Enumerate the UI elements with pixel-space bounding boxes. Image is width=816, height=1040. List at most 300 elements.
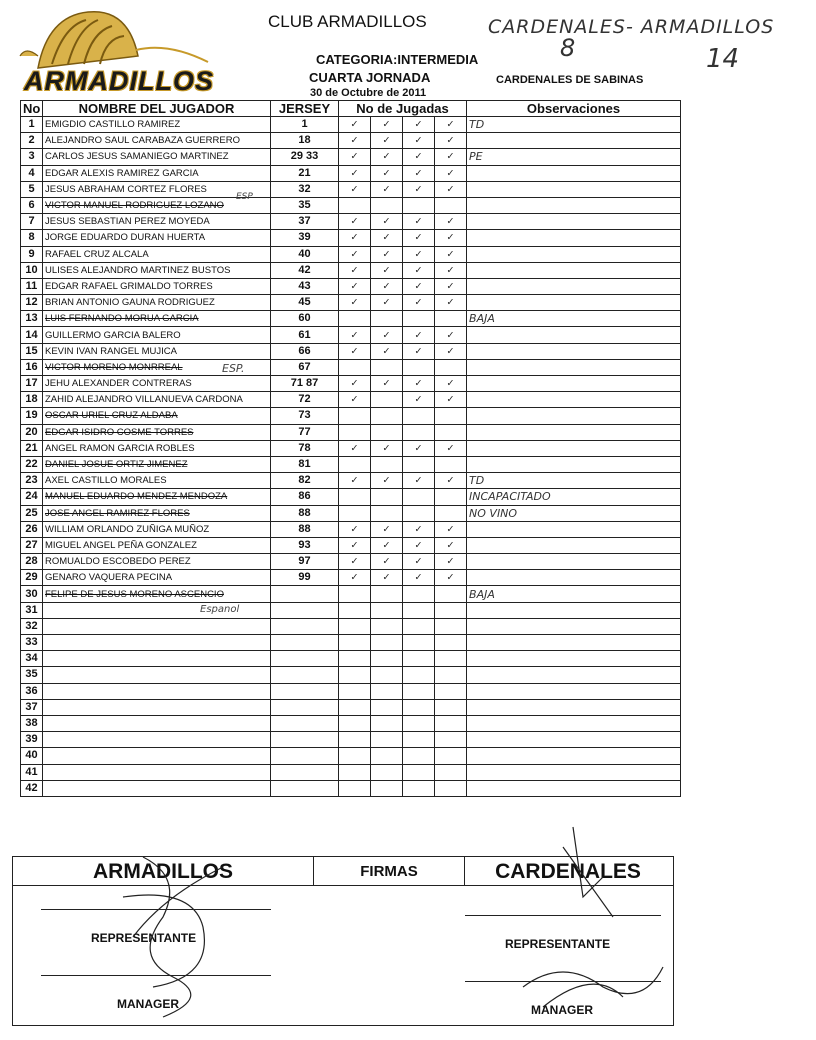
play-mark: [339, 715, 371, 731]
play-mark: [403, 667, 435, 683]
score-armadillos: 14: [706, 44, 740, 74]
player-jersey: [271, 732, 339, 748]
player-name: ALEJANDRO SAUL CARABAZA GUERRERO: [43, 133, 271, 149]
play-mark: [371, 764, 403, 780]
table-row: [21, 181, 681, 197]
row-number: 15: [21, 343, 43, 359]
play-mark: [403, 602, 435, 618]
play-mark: [339, 635, 371, 651]
player-name: [43, 764, 271, 780]
play-mark: [403, 699, 435, 715]
table-row: [21, 732, 681, 748]
row-number: 13: [21, 311, 43, 327]
play-mark: ✓: [339, 295, 371, 311]
play-mark: [403, 618, 435, 634]
table-row: [21, 197, 681, 213]
opponent-name: CARDENALES DE SABINAS: [496, 74, 644, 86]
player-observation: [467, 667, 681, 683]
player-jersey: 88: [271, 505, 339, 521]
player-jersey: 81: [271, 456, 339, 472]
player-jersey: 99: [271, 570, 339, 586]
row-number: 6: [21, 197, 43, 213]
row-number: 38: [21, 715, 43, 731]
player-jersey: 37: [271, 214, 339, 230]
player-name: [43, 715, 271, 731]
table-row: [21, 748, 681, 764]
play-mark: [339, 764, 371, 780]
player-jersey: 29 33: [271, 149, 339, 165]
player-name: ULISES ALEJANDRO MARTINEZ BUSTOS: [43, 262, 271, 278]
play-mark: ✓: [403, 117, 435, 133]
play-mark: [339, 408, 371, 424]
table-row: [21, 327, 681, 343]
play-mark: ✓: [371, 295, 403, 311]
play-mark: ✓: [435, 537, 467, 553]
player-jersey: [271, 667, 339, 683]
play-mark: [435, 699, 467, 715]
table-row: [21, 764, 681, 780]
play-mark: [339, 424, 371, 440]
play-mark: ✓: [435, 295, 467, 311]
play-mark: [339, 683, 371, 699]
play-mark: [339, 667, 371, 683]
play-mark: [403, 456, 435, 472]
play-mark: ✓: [339, 262, 371, 278]
player-name: ZAHID ALEJANDRO VILLANUEVA CARDONA: [43, 392, 271, 408]
table-row: [21, 392, 681, 408]
table-row: [21, 230, 681, 246]
play-mark: [371, 311, 403, 327]
row-number: 42: [21, 780, 43, 796]
play-mark: ✓: [371, 537, 403, 553]
play-mark: ✓: [339, 473, 371, 489]
table-row: [21, 489, 681, 505]
table-row: [21, 473, 681, 489]
row-number: 39: [21, 732, 43, 748]
row-number: 33: [21, 635, 43, 651]
play-mark: ✓: [403, 327, 435, 343]
play-mark: ✓: [403, 343, 435, 359]
play-mark: [403, 311, 435, 327]
player-jersey: 73: [271, 408, 339, 424]
play-mark: ✓: [371, 214, 403, 230]
row-number: 17: [21, 376, 43, 392]
table-row: [21, 635, 681, 651]
col-no: No: [21, 101, 43, 117]
player-name: EMIGDIO CASTILLO RAMIREZ: [43, 117, 271, 133]
play-mark: ✓: [371, 554, 403, 570]
row-number: 7: [21, 214, 43, 230]
row-number: 20: [21, 424, 43, 440]
play-mark: ✓: [371, 521, 403, 537]
play-mark: ✓: [371, 246, 403, 262]
play-mark: [403, 359, 435, 375]
player-jersey: 86: [271, 489, 339, 505]
play-mark: ✓: [403, 133, 435, 149]
play-mark: ✓: [403, 295, 435, 311]
player-observation: [467, 440, 681, 456]
player-name: [43, 683, 271, 699]
player-jersey: 78: [271, 440, 339, 456]
table-row: [21, 537, 681, 553]
player-jersey: 60: [271, 311, 339, 327]
player-jersey: [271, 699, 339, 715]
player-jersey: 82: [271, 473, 339, 489]
player-observation: [467, 732, 681, 748]
player-jersey: [271, 635, 339, 651]
player-observation: [467, 359, 681, 375]
play-mark: ✓: [339, 376, 371, 392]
player-observation: [467, 214, 681, 230]
row-number: 34: [21, 651, 43, 667]
away-team-header: CARDENALES: [463, 857, 673, 886]
table-row: [21, 554, 681, 570]
player-observation: [467, 408, 681, 424]
player-observation: [467, 376, 681, 392]
row-number: 36: [21, 683, 43, 699]
player-name: MANUEL EDUARDO MENDEZ MENDOZA: [43, 489, 271, 505]
table-row: [21, 149, 681, 165]
table-row: [21, 667, 681, 683]
table-row: [21, 683, 681, 699]
row-number: 30: [21, 586, 43, 602]
play-mark: ✓: [371, 230, 403, 246]
player-name: FELIPE DE JESUS MORENO ASCENCIO: [43, 586, 271, 602]
player-name: [43, 651, 271, 667]
table-row: [21, 262, 681, 278]
play-mark: ✓: [435, 554, 467, 570]
table-row: [21, 602, 681, 618]
play-mark: ✓: [435, 278, 467, 294]
player-observation: TD: [467, 117, 681, 133]
play-mark: ✓: [435, 327, 467, 343]
play-mark: [403, 764, 435, 780]
row-number: 22: [21, 456, 43, 472]
play-mark: [339, 732, 371, 748]
table-row: [21, 343, 681, 359]
play-mark: [371, 667, 403, 683]
player-name: [43, 667, 271, 683]
play-mark: [435, 424, 467, 440]
player-observation: [467, 764, 681, 780]
player-name: VICTOR MANUEL RODRIGUEZ LOZANO: [43, 197, 271, 213]
play-mark: [371, 651, 403, 667]
play-mark: [435, 715, 467, 731]
player-jersey: 66: [271, 343, 339, 359]
player-jersey: 67: [271, 359, 339, 375]
row-number: 26: [21, 521, 43, 537]
player-jersey: 71 87: [271, 376, 339, 392]
player-name: [43, 618, 271, 634]
player-observation: [467, 133, 681, 149]
player-observation: BAJA: [467, 311, 681, 327]
player-observation: [467, 715, 681, 731]
row-number: 21: [21, 440, 43, 456]
row-number: 9: [21, 246, 43, 262]
play-mark: ✓: [435, 246, 467, 262]
play-mark: [339, 359, 371, 375]
play-mark: ✓: [403, 473, 435, 489]
player-jersey: [271, 748, 339, 764]
row-number: 2: [21, 133, 43, 149]
play-mark: ✓: [435, 181, 467, 197]
table-row: [21, 359, 681, 375]
row-number: 8: [21, 230, 43, 246]
table-row: [21, 780, 681, 796]
side-note-esp2: ESP.: [222, 362, 245, 375]
handwritten-matchup: CARDENALES- ARMADILLOS: [488, 16, 775, 38]
play-mark: ✓: [403, 246, 435, 262]
row-number: 24: [21, 489, 43, 505]
table-row: [21, 117, 681, 133]
player-name: AXEL CASTILLO MORALES: [43, 473, 271, 489]
player-observation: [467, 295, 681, 311]
play-mark: ✓: [435, 214, 467, 230]
play-mark: ✓: [435, 343, 467, 359]
player-name: [43, 699, 271, 715]
play-mark: ✓: [339, 230, 371, 246]
play-mark: [435, 780, 467, 796]
play-mark: ✓: [371, 570, 403, 586]
row-number: 27: [21, 537, 43, 553]
play-mark: ✓: [339, 149, 371, 165]
player-observation: [467, 618, 681, 634]
table-row: [21, 376, 681, 392]
player-name: RAFAEL CRUZ ALCALA: [43, 246, 271, 262]
play-mark: [435, 311, 467, 327]
play-mark: ✓: [339, 133, 371, 149]
play-mark: [403, 505, 435, 521]
home-rep-label: REPRESENTANTE: [91, 931, 197, 945]
club-logo: [18, 6, 218, 98]
player-name: OSCAR URIEL CRUZ ALDABA: [43, 408, 271, 424]
play-mark: [371, 392, 403, 408]
table-row: [21, 295, 681, 311]
roster-table: [20, 100, 681, 797]
table-row: [21, 456, 681, 472]
player-jersey: 61: [271, 327, 339, 343]
player-observation: [467, 165, 681, 181]
play-mark: ✓: [339, 440, 371, 456]
play-mark: ✓: [339, 181, 371, 197]
play-mark: ✓: [403, 262, 435, 278]
play-mark: [371, 618, 403, 634]
col-observations: Observaciones: [467, 101, 681, 117]
home-team-header: ARMADILLOS: [13, 857, 313, 886]
play-mark: ✓: [371, 327, 403, 343]
play-mark: ✓: [339, 570, 371, 586]
play-mark: [371, 699, 403, 715]
player-jersey: [271, 780, 339, 796]
play-mark: [371, 683, 403, 699]
player-observation: [467, 424, 681, 440]
table-row: [21, 505, 681, 521]
table-row: [21, 408, 681, 424]
player-observation: [467, 456, 681, 472]
play-mark: ✓: [339, 117, 371, 133]
player-observation: [467, 651, 681, 667]
player-jersey: 72: [271, 392, 339, 408]
play-mark: [403, 408, 435, 424]
play-mark: ✓: [403, 376, 435, 392]
play-mark: ✓: [403, 165, 435, 181]
player-name: GENARO VAQUERA PECINA: [43, 570, 271, 586]
play-mark: ✓: [339, 246, 371, 262]
table-row: [21, 586, 681, 602]
table-header-row: [21, 101, 681, 117]
play-mark: ✓: [339, 165, 371, 181]
play-mark: ✓: [403, 570, 435, 586]
row-number: 35: [21, 667, 43, 683]
play-mark: [435, 408, 467, 424]
row-number: 10: [21, 262, 43, 278]
away-signature-scribble: [503, 817, 673, 1017]
game-date: 30 de Octubre de 2011: [310, 87, 427, 99]
table-row: [21, 214, 681, 230]
play-mark: [435, 456, 467, 472]
play-mark: [339, 505, 371, 521]
player-observation: [467, 683, 681, 699]
table-row: [21, 699, 681, 715]
table-row: [21, 651, 681, 667]
table-row: [21, 440, 681, 456]
row-number: 32: [21, 618, 43, 634]
player-jersey: [271, 764, 339, 780]
table-row: [21, 618, 681, 634]
play-mark: [403, 489, 435, 505]
player-observation: [467, 392, 681, 408]
play-mark: [371, 197, 403, 213]
player-name: ROMUALDO ESCOBEDO PEREZ: [43, 554, 271, 570]
play-mark: [371, 732, 403, 748]
play-mark: ✓: [403, 537, 435, 553]
play-mark: ✓: [435, 521, 467, 537]
play-mark: [435, 651, 467, 667]
play-mark: ✓: [435, 133, 467, 149]
play-mark: ✓: [403, 181, 435, 197]
row-number: 11: [21, 278, 43, 294]
logo-text: ARMADILLOS: [24, 66, 214, 96]
play-mark: ✓: [435, 165, 467, 181]
play-mark: [403, 424, 435, 440]
play-mark: [339, 748, 371, 764]
away-rep-label: REPRESENTANTE: [505, 937, 611, 951]
play-mark: ✓: [403, 392, 435, 408]
play-mark: ✓: [371, 262, 403, 278]
play-mark: ✓: [371, 376, 403, 392]
play-mark: [435, 618, 467, 634]
play-mark: [403, 197, 435, 213]
play-mark: ✓: [435, 230, 467, 246]
player-name: GUILLERMO GARCIA BALERO: [43, 327, 271, 343]
play-mark: [403, 715, 435, 731]
play-mark: [435, 505, 467, 521]
player-observation: [467, 570, 681, 586]
player-jersey: 35: [271, 197, 339, 213]
play-mark: ✓: [435, 262, 467, 278]
player-name: [43, 748, 271, 764]
play-mark: ✓: [371, 149, 403, 165]
play-mark: [403, 732, 435, 748]
play-mark: ✓: [403, 149, 435, 165]
player-name: VICTOR MORENO MONRREAL: [43, 359, 271, 375]
player-name: KEVIN IVAN RANGEL MUJICA: [43, 343, 271, 359]
play-mark: [435, 602, 467, 618]
player-jersey: 40: [271, 246, 339, 262]
row-number: 41: [21, 764, 43, 780]
play-mark: [371, 780, 403, 796]
play-mark: ✓: [403, 214, 435, 230]
player-observation: [467, 780, 681, 796]
player-observation: [467, 748, 681, 764]
player-jersey: 32: [271, 181, 339, 197]
play-mark: ✓: [371, 133, 403, 149]
player-jersey: 97: [271, 554, 339, 570]
col-plays: No de Jugadas: [339, 101, 467, 117]
play-mark: [403, 748, 435, 764]
play-mark: [339, 602, 371, 618]
player-observation: [467, 537, 681, 553]
row-number: 23: [21, 473, 43, 489]
play-mark: ✓: [339, 392, 371, 408]
play-mark: [371, 456, 403, 472]
player-name: [43, 780, 271, 796]
play-mark: [435, 732, 467, 748]
table-row: [21, 133, 681, 149]
player-observation: [467, 602, 681, 618]
score-cardenales: 8: [560, 34, 576, 62]
play-mark: ✓: [371, 473, 403, 489]
side-note-espanol: Espanol: [200, 604, 240, 615]
play-mark: ✓: [371, 343, 403, 359]
player-jersey: [271, 715, 339, 731]
row-number: 16: [21, 359, 43, 375]
table-row: [21, 715, 681, 731]
player-observation: [467, 521, 681, 537]
player-name: EDGAR RAFAEL GRIMALDO TORRES: [43, 278, 271, 294]
player-observation: [467, 278, 681, 294]
player-observation: TD: [467, 473, 681, 489]
play-mark: [435, 764, 467, 780]
player-name: JESUS SEBASTIAN PEREZ MOYEDA: [43, 214, 271, 230]
table-row: [21, 246, 681, 262]
player-name: EDGAR ALEXIS RAMIREZ GARCIA: [43, 165, 271, 181]
play-mark: ✓: [435, 570, 467, 586]
play-mark: ✓: [435, 149, 467, 165]
row-number: 14: [21, 327, 43, 343]
play-mark: ✓: [371, 440, 403, 456]
play-mark: ✓: [339, 214, 371, 230]
play-mark: ✓: [371, 181, 403, 197]
player-name: [43, 635, 271, 651]
play-mark: ✓: [371, 165, 403, 181]
away-mgr-label: MANAGER: [531, 1003, 593, 1017]
play-mark: [371, 359, 403, 375]
side-note-esp: ESP: [236, 192, 253, 202]
player-observation: [467, 327, 681, 343]
player-name: WILLIAM ORLANDO ZUÑIGA MUÑOZ: [43, 521, 271, 537]
row-number: 29: [21, 570, 43, 586]
player-jersey: [271, 651, 339, 667]
roster-body: [21, 117, 681, 797]
row-number: 18: [21, 392, 43, 408]
player-jersey: 1: [271, 117, 339, 133]
play-mark: [435, 635, 467, 651]
row-number: 31: [21, 602, 43, 618]
play-mark: [339, 197, 371, 213]
player-jersey: 21: [271, 165, 339, 181]
play-mark: [403, 586, 435, 602]
